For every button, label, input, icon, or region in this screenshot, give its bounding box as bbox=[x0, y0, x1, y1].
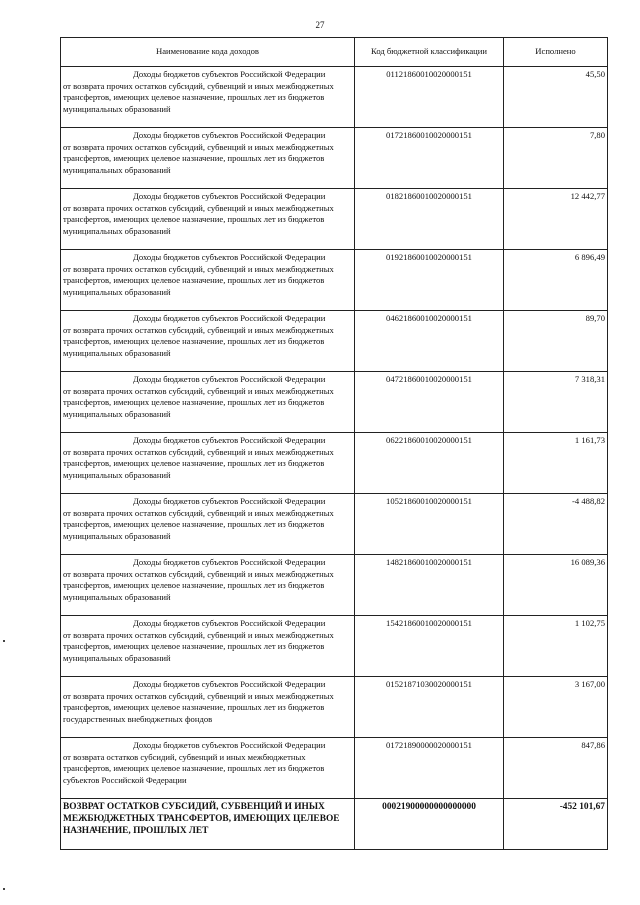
executed-value-cell: 6 896,49 bbox=[504, 250, 608, 311]
executed-value-cell: 7,80 bbox=[504, 128, 608, 189]
total-row bbox=[61, 799, 608, 850]
executed-value-cell: -4 488,82 bbox=[504, 494, 608, 555]
table-row bbox=[61, 67, 608, 128]
budget-code-cell: 06221860010020000151 bbox=[355, 433, 504, 494]
revenue-name-first-line: Доходы бюджетов субъектов Российской Федерации bbox=[133, 496, 326, 506]
executed-value-cell: 89,70 bbox=[504, 311, 608, 372]
table-row bbox=[61, 311, 608, 372]
page-number: 27 bbox=[315, 20, 325, 30]
budget-code-cell: 01721860010020000151 bbox=[355, 128, 504, 189]
table-row bbox=[61, 189, 608, 250]
revenue-name-rest: от возврата прочих остатков субсидий, субвенций и иных межбюджетных трансфертов, имеющих целевое назначение, прошлых лет из бюджетов муниципальных образований bbox=[63, 385, 334, 419]
budget-code-cell: 01521871030020000151 bbox=[355, 677, 504, 738]
revenue-name-rest: от возврата прочих остатков субсидий, субвенций и иных межбюджетных трансфертов, имеющих целевое назначение, прошлых лет из бюджетов муниципальных образований bbox=[63, 324, 334, 358]
executed-value-cell: 3 167,00 bbox=[504, 677, 608, 738]
revenue-name-cell bbox=[61, 433, 355, 494]
budget-code-cell: 04621860010020000151 bbox=[355, 311, 504, 372]
executed-value-cell: 16 089,36 bbox=[504, 555, 608, 616]
table-header-row bbox=[61, 38, 608, 67]
table-row bbox=[61, 433, 608, 494]
revenue-name-first-line: Доходы бюджетов субъектов Российской Федерации bbox=[133, 435, 326, 445]
revenue-name-rest: от возврата прочих остатков субсидий, субвенций и иных межбюджетных трансфертов, имеющих целевое назначение, прошлых лет из бюджетов муниципальных образований bbox=[63, 80, 334, 114]
revenue-name-cell bbox=[61, 677, 355, 738]
scan-mark bbox=[3, 888, 5, 890]
executed-value-cell: 7 318,31 bbox=[504, 372, 608, 433]
revenue-name-rest: от возврата прочих остатков субсидий, субвенций и иных межбюджетных трансфертов, имеющих целевое назначение, прошлых лет из бюджетов муниципальных образований bbox=[63, 202, 334, 236]
revenue-name-first-line: Доходы бюджетов субъектов Российской Федерации bbox=[133, 740, 326, 750]
revenue-name-first-line: Доходы бюджетов субъектов Российской Федерации bbox=[133, 252, 326, 262]
revenue-name-first-line: Доходы бюджетов субъектов Российской Федерации bbox=[133, 679, 326, 689]
table-row bbox=[61, 128, 608, 189]
revenue-name-rest: от возврата прочих остатков субсидий, субвенций и иных межбюджетных трансфертов, имеющих целевое назначение, прошлых лет из бюджетов муниципальных образований bbox=[63, 446, 334, 480]
revenue-name-cell bbox=[61, 311, 355, 372]
table-row bbox=[61, 555, 608, 616]
revenue-name-cell bbox=[61, 128, 355, 189]
revenue-name-cell bbox=[61, 738, 355, 799]
budget-code-cell: 14821860010020000151 bbox=[355, 555, 504, 616]
executed-value-cell: 847,86 bbox=[504, 738, 608, 799]
budget-code-cell: 01121860010020000151 bbox=[355, 67, 504, 128]
budget-code-cell: 01921860010020000151 bbox=[355, 250, 504, 311]
table-row bbox=[61, 494, 608, 555]
revenue-name-rest: от возврата прочих остатков субсидий, субвенций и иных межбюджетных трансфертов, имеющих целевое назначение, прошлых лет из бюджетов муниципальных образований bbox=[63, 629, 334, 663]
revenue-name-rest: от возврата прочих остатков субсидий, субвенций и иных межбюджетных трансфертов, имеющих целевое назначение, прошлых лет из бюджетов муниципальных образований bbox=[63, 141, 334, 175]
revenue-name-rest: от возврата прочих остатков субсидий, субвенций и иных межбюджетных трансфертов, имеющих целевое назначение, прошлых лет из бюджетов муниципальных образований bbox=[63, 263, 334, 297]
total-value-cell: -452 101,67 bbox=[504, 799, 608, 850]
total-code-cell: 00021900000000000000 bbox=[355, 799, 504, 850]
revenue-name-rest: от возврата прочих остатков субсидий, субвенций и иных межбюджетных трансфертов, имеющих целевое назначение, прошлых лет из бюджетов муниципальных образований bbox=[63, 507, 334, 541]
revenue-name-first-line: Доходы бюджетов субъектов Российской Федерации bbox=[133, 191, 326, 201]
revenue-name-cell bbox=[61, 67, 355, 128]
table-row bbox=[61, 616, 608, 677]
revenue-name-first-line: Доходы бюджетов субъектов Российской Федерации bbox=[133, 618, 326, 628]
executed-value-cell: 12 442,77 bbox=[504, 189, 608, 250]
budget-code-cell: 01721890000020000151 bbox=[355, 738, 504, 799]
revenue-name-cell bbox=[61, 189, 355, 250]
revenue-name-first-line: Доходы бюджетов субъектов Российской Федерации bbox=[133, 69, 326, 79]
header-executed: Исполнено bbox=[504, 38, 608, 67]
revenue-name-first-line: Доходы бюджетов субъектов Российской Федерации bbox=[133, 130, 326, 140]
revenue-name-cell bbox=[61, 494, 355, 555]
revenue-name-first-line: Доходы бюджетов субъектов Российской Федерации bbox=[133, 374, 326, 384]
budget-code-cell: 10521860010020000151 bbox=[355, 494, 504, 555]
revenue-name-first-line: Доходы бюджетов субъектов Российской Федерации bbox=[133, 313, 326, 323]
total-name-cell: ВОЗВРАТ ОСТАТКОВ СУБСИДИЙ, СУБВЕНЦИЙ И ИНЫХ МЕЖБЮДЖЕТНЫХ ТРАНСФЕРТОВ, ИМЕЮЩИХ ЦЕЛЕВОЕ НАЗНАЧЕНИЕ, ПРОШЛЫХ ЛЕТ bbox=[61, 799, 355, 850]
header-name: Наименование кода доходов bbox=[61, 38, 355, 67]
revenue-table bbox=[60, 37, 608, 850]
table-row bbox=[61, 677, 608, 738]
budget-code-cell: 01821860010020000151 bbox=[355, 189, 504, 250]
executed-value-cell: 1 161,73 bbox=[504, 433, 608, 494]
revenue-name-rest: от возврата прочих остатков субсидий, субвенций и иных межбюджетных трансфертов, имеющих целевое назначение, прошлых лет из бюджетов муниципальных образований bbox=[63, 568, 334, 602]
executed-value-cell: 1 102,75 bbox=[504, 616, 608, 677]
revenue-name-cell bbox=[61, 372, 355, 433]
executed-value-cell: 45,50 bbox=[504, 67, 608, 128]
budget-code-cell: 15421860010020000151 bbox=[355, 616, 504, 677]
table-row bbox=[61, 738, 608, 799]
revenue-name-rest: от возврата прочих остатков субсидий, субвенций и иных межбюджетных трансфертов, имеющих целевое назначение, прошлых лет из бюджетов государственных внебюджетных фондов bbox=[63, 690, 334, 724]
scan-mark bbox=[3, 640, 5, 642]
table-row bbox=[61, 372, 608, 433]
revenue-name-cell bbox=[61, 616, 355, 677]
header-code: Код бюджетной классификации bbox=[355, 38, 504, 67]
revenue-name-rest: от возврата остатков субсидий, субвенций и иных межбюджетных трансфертов, имеющих целевое назначение, прошлых лет из бюджетов субъектов Российской Федерации bbox=[63, 751, 325, 785]
budget-code-cell: 04721860010020000151 bbox=[355, 372, 504, 433]
revenue-name-cell bbox=[61, 250, 355, 311]
table-row bbox=[61, 250, 608, 311]
revenue-name-cell bbox=[61, 555, 355, 616]
revenue-name-first-line: Доходы бюджетов субъектов Российской Федерации bbox=[133, 557, 326, 567]
